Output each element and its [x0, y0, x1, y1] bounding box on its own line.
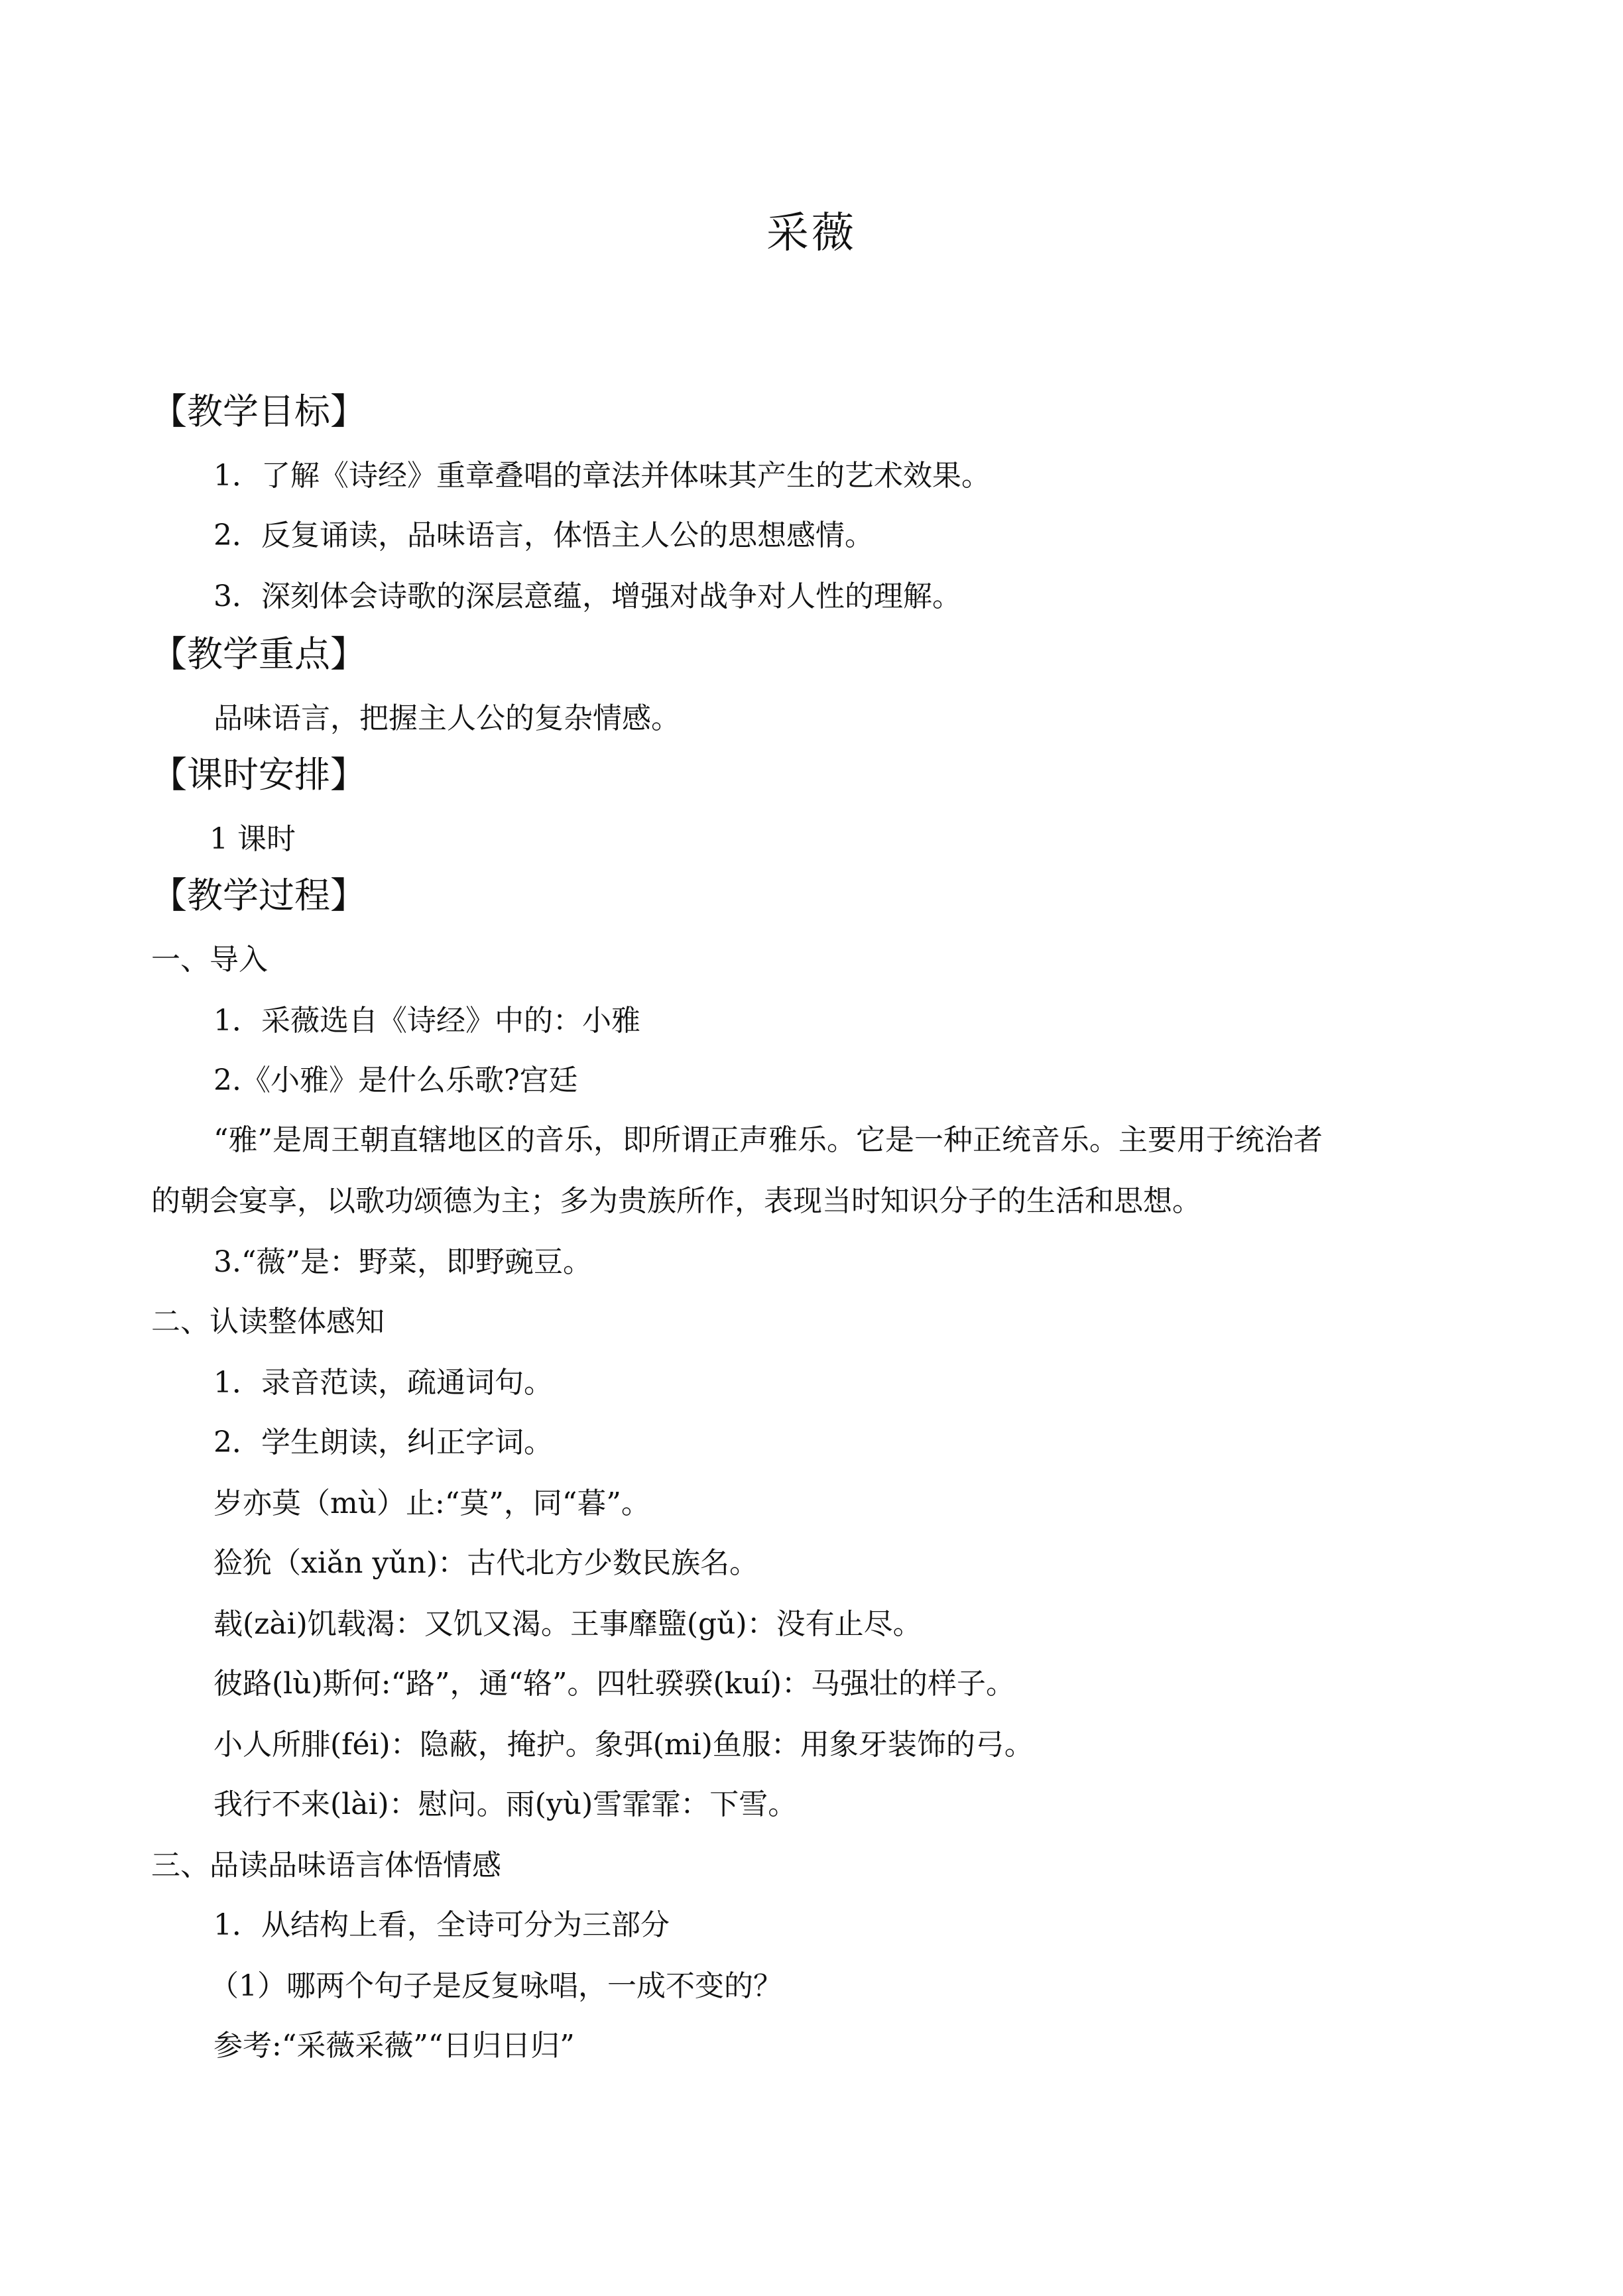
vocab-note-6: 我行不来(lài)：慰问。雨(yù)雪霏霏：下雪。: [213, 1787, 798, 1821]
document-title: 采薇: [766, 209, 857, 258]
vocab-note-4: 彼路(lù)斯何:“路”，通“辂”。四牡骙骙(kuí)：马强壮的样子。: [213, 1667, 1015, 1701]
part1-heading: 一、导入: [151, 943, 268, 977]
part1-item-2: 2.《小雅》是什么乐歌?宫廷: [213, 1063, 578, 1097]
vocab-note-2: 猃狁（xiǎn yǔn)：古代北方少数民族名。: [213, 1546, 759, 1580]
heading-teaching-focus: 【教学重点】: [151, 633, 366, 675]
goal-item-3: 3．深刻体会诗歌的深层意蕴，增强对战争对人性的理解。: [213, 579, 961, 613]
part1-item-1: 1．采薇选自《诗经》中的：小雅: [213, 1004, 640, 1038]
schedule-text: 1 课时: [210, 822, 296, 856]
part1-paragraph-line-1: “雅”是周王朝直辖地区的音乐，即所谓正声雅乐。它是一种正统音乐。主要用于统治者: [213, 1123, 1323, 1157]
heading-teaching-process: 【教学过程】: [151, 875, 366, 916]
part2-item-1: 1．录音范读，疏通词句。: [213, 1366, 553, 1400]
heading-schedule: 【课时安排】: [151, 754, 366, 796]
goal-item-2: 2．反复诵读，品味语言，体悟主人公的思想感情。: [213, 518, 874, 552]
vocab-note-3: 载(zài)饥载渴：又饥又渴。王事靡盬(gǔ)：没有止尽。: [213, 1607, 922, 1641]
part1-item-3: 3.“薇”是：野菜，即野豌豆。: [213, 1245, 592, 1279]
heading-teaching-goals: 【教学目标】: [151, 391, 366, 432]
part2-item-2: 2．学生朗读，纠正字词。: [213, 1425, 553, 1459]
part3-answer: 参考:“采薇采薇”“日归日归”: [213, 2029, 575, 2063]
part3-heading: 三、品读品味语言体悟情感: [151, 1848, 501, 1882]
part1-paragraph-line-2: 的朝会宴享，以歌功颂德为主；多为贵族所作，表现当时知识分子的生活和思想。: [151, 1184, 1201, 1218]
vocab-note-5: 小人所腓(féi)：隐蔽，掩护。象弭(mi)鱼服：用象牙装饰的弓。: [213, 1728, 1034, 1762]
part3-question: （1）哪两个句子是反复咏唱，一成不变的？: [210, 1969, 782, 2003]
part3-item-1: 1．从结构上看，全诗可分为三部分: [213, 1908, 670, 1942]
focus-text: 品味语言，把握主人公的复杂情感。: [213, 701, 680, 735]
goal-item-1: 1．了解《诗经》重章叠唱的章法并体味其产生的艺术效果。: [213, 459, 991, 493]
part2-heading: 二、认读整体感知: [151, 1305, 385, 1339]
vocab-note-1: 岁亦莫（mù）止:“莫”，同“暮”。: [213, 1486, 650, 1520]
